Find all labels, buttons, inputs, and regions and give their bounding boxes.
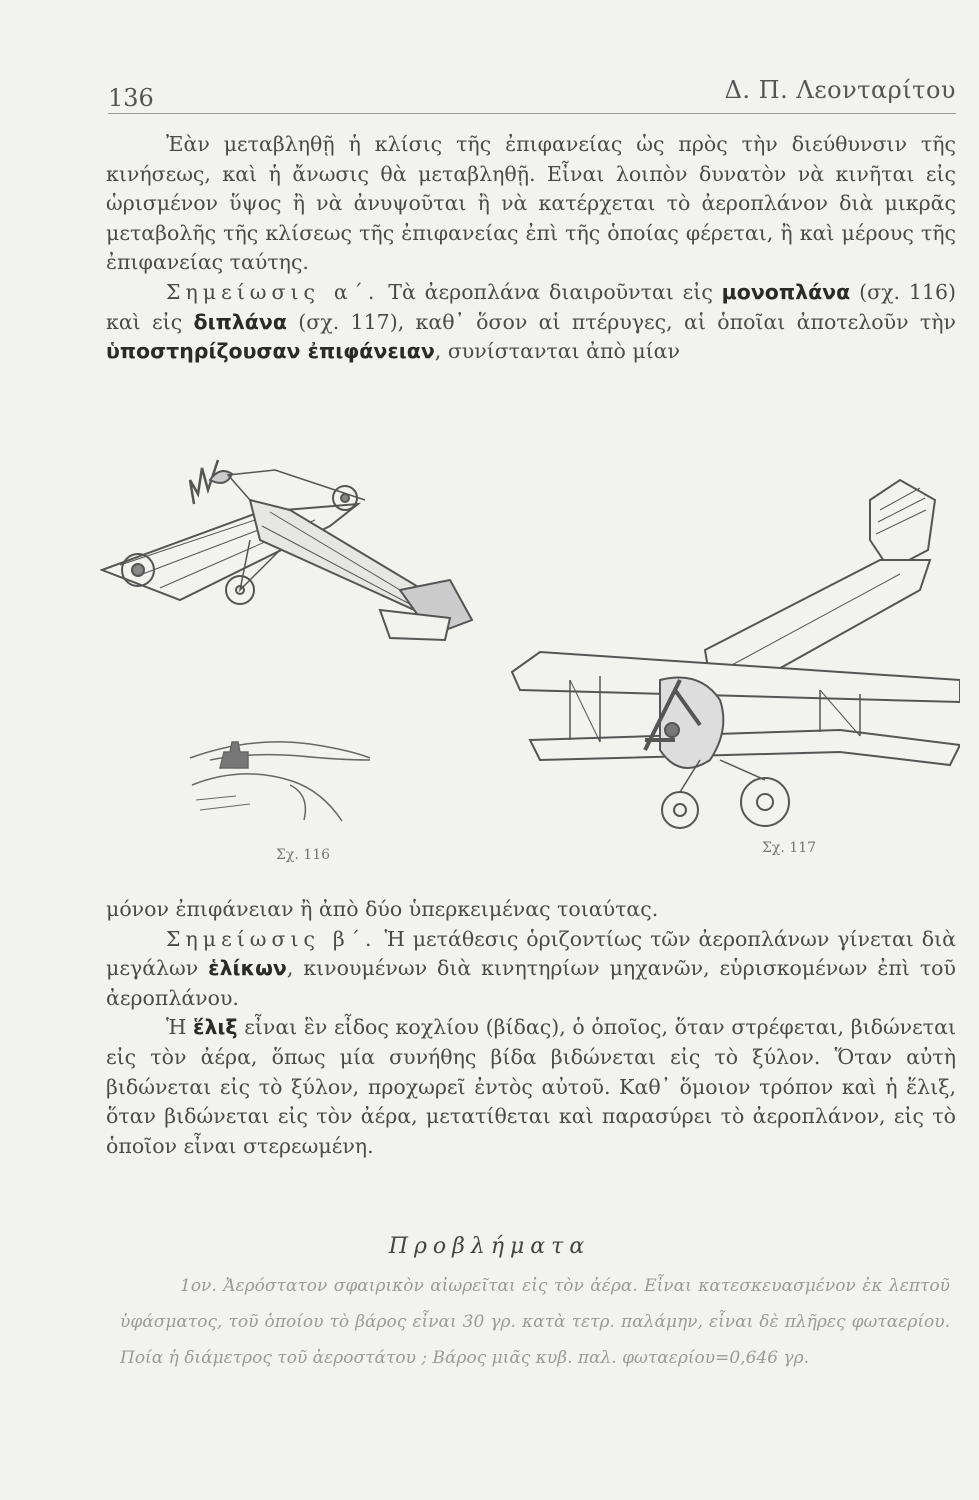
term-propellers: ἑλίκων	[208, 956, 287, 981]
note-a-text-4: , συνίστανται ἀπὸ μίαν	[434, 339, 680, 364]
running-head	[108, 76, 956, 112]
paragraph-note-a	[106, 278, 956, 367]
note-a-text-1: Τὰ ἀεροπλάνα διαιροῦνται εἰς	[379, 279, 722, 304]
page-number: 136	[108, 84, 154, 112]
problems-heading: Προβλήματα	[388, 1234, 591, 1259]
lower-text-block	[106, 895, 956, 1161]
helix-text-1: Ἡ	[166, 1015, 194, 1040]
airplane-illustrations	[100, 440, 960, 870]
upper-text-block	[106, 130, 956, 367]
running-title: Δ. Π. Λεονταρίτου	[724, 76, 956, 104]
term-supporting-surface: ὑποστηρίζουσαν ἐπιφάνειαν	[106, 339, 435, 364]
note-a-text-2: (σχ. 116) καὶ εἰς	[106, 279, 956, 334]
note-b-label: Σημείωσις β΄.	[166, 926, 377, 951]
figure-116-monoplane	[102, 460, 472, 640]
problems-section	[120, 1268, 950, 1376]
helix-text-2: εἶναι ἓν εἶδος κοχλίου (βίδας), ὁ ὁποῖος, ὅταν στρέφεται, βιδώνεται εἰς τὸν ἀέρα, ὅπως μία συνήθης βίδα βιδώνεται εἰς τὸ ξύλον. Ὅταν αὐτὴ βιδώνεται εἰς τὸ ξύλον, προχωρεῖ ἐντὸς αὐτοῦ. Καθ᾽ ὅμοιον τρόπον καὶ ἡ ἕλιξ, ὅταν βιδώνεται εἰς τὸν ἀέρα, μετατίθεται καὶ παρασύρει τὸ ἀεροπλάνον, εἰς τὸ ὁποῖον εἶναι στερεωμένη.	[106, 1015, 956, 1158]
paragraph-lift: Ἐὰν μεταβληθῇ ἡ κλίσις τῆς ἐπιφανείας ὡς πρὸς τὴν διεύθυνσιν τῆς κινήσεως, καὶ ἡ ἄνωσις θὰ μεταβληθῇ. Εἶναι λοιπὸν δυνατὸν νὰ κινῆται εἰς ὡρισμένον ὕψος ἢ νὰ ἀνυψοῦται ἢ νὰ κατέρχεται τὸ ἀεροπλάνον διὰ μικρᾶς μεταβολῆς τῆς κλίσεως τῆς ἐπιφανείας ἐπὶ τῆς ὁποίας φέρεται, ἢ καὶ μέρους τῆς ἐπιφανείας ταύτης.	[106, 132, 956, 275]
paragraph-continuation: μόνον ἐπιφάνειαν ἢ ἀπὸ δύο ὑπερκειμένας τοιαύτας.	[106, 897, 659, 921]
caption-figure-117: Σχ. 117	[762, 840, 817, 856]
note-b-text-2: , κινουμένων διὰ κινητηρίων μηχανῶν, εὑρισκομένων ἐπὶ τοῦ ἀεροπλάνου.	[106, 956, 956, 1010]
term-monoplane: μονοπλάνα	[721, 279, 851, 304]
note-b-text-1: Ἡ μετάθεσις ὁριζοντίως τῶν ἀεροπλάνων γίνεται διὰ μεγάλων	[106, 926, 956, 981]
term-biplane: διπλάνα	[193, 309, 287, 334]
paragraph-note-b	[106, 925, 956, 1014]
note-a-text-3: (σχ. 117), καθ᾽ ὅσον αἱ πτέρυγες, αἱ ὁποῖαι ἀποτελοῦν τὴν	[286, 309, 956, 334]
note-a-label: Σημείωσις α΄.	[166, 279, 380, 304]
paragraph-helix	[106, 1013, 956, 1161]
problem-1: 1ον. Ἀερόστατον σφαιρικὸν αἰωρεῖται εἰς τὸν ἀέρα. Εἶναι κατεσκευασμένον ἐκ λεπτοῦ ὑφάσματος, τοῦ ὁποίου τὸ βάρος εἶναι 30 γρ. κατὰ τετρ. παλάμην, εἶναι δὲ πλῆρες φωταερίου. Ποία ἡ διάμετρος τοῦ ἀεροστάτου ; Βάρος μιᾶς κυβ. παλ. φωταερίου=0,646 γρ.	[120, 1276, 950, 1368]
header-rule	[108, 113, 956, 114]
figures-area	[100, 440, 960, 870]
caption-figure-116: Σχ. 116	[276, 847, 331, 863]
figure-116-landscape	[190, 742, 370, 821]
figure-117-biplane	[512, 480, 960, 828]
term-helix: ἕλιξ	[193, 1015, 238, 1040]
